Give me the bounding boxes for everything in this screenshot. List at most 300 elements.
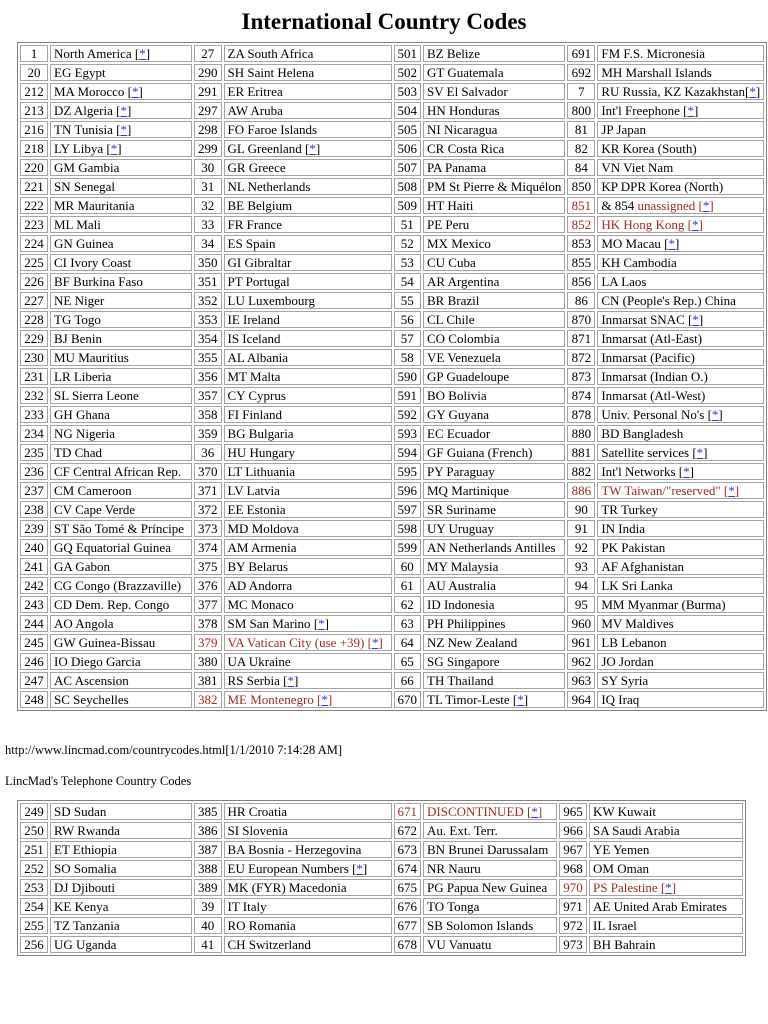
name-cell [224,83,392,100]
name-cell [224,501,392,518]
country-code: 676 [397,899,417,914]
country-name: AW Aruba [227,103,283,118]
country-name: CM Cameroon [54,483,132,498]
country-name: GF Guiana (French) [427,445,533,460]
country-name: VE Venezuela [427,350,501,365]
country-code: 94 [574,578,588,593]
name-cell [50,254,192,271]
code-cell [20,615,48,632]
country-code: 691 [571,46,592,61]
code-cell [20,330,48,347]
code-cell [394,879,422,896]
footnote-link[interactable]: * [668,236,676,251]
country-code: 502 [397,65,417,80]
country-name: AM Armenia [227,540,297,555]
name-cell [423,349,565,366]
code-cell [20,273,48,290]
country-code: 222 [24,198,44,213]
name-cell [224,539,392,556]
code-cell [194,879,222,896]
country-name-flagged: TW Taiwan/"reserved" [601,483,721,498]
name-cell [597,273,764,290]
table-row [20,311,764,328]
name-cell [224,653,392,670]
country-name: CL Chile [427,312,475,327]
country-code: 61 [400,578,414,593]
code-cell [394,140,422,157]
country-code: 39 [201,899,215,914]
footnote-link[interactable]: * [356,861,363,876]
country-name: CF Central African Rep. [54,464,182,479]
country-code: 596 [397,483,417,498]
country-name: GI Gibraltar [227,255,292,270]
table-row [20,444,764,461]
country-code: 871 [571,331,592,346]
code-cell [20,444,48,461]
code-cell [20,311,48,328]
name-cell [597,615,764,632]
country-name: UG Uganda [54,937,117,952]
table-row [20,349,764,366]
code-cell [394,425,422,442]
country-code: 33 [201,217,215,232]
country-code: 213 [24,103,44,118]
country-code: 242 [24,578,44,593]
code-cell [20,102,48,119]
code-cell [194,691,222,708]
name-cell [423,83,565,100]
footnote-bracket-close: ] [126,103,132,118]
country-code: 34 [201,236,215,251]
code-cell [194,520,222,537]
footnote-bracket-close: ] [315,141,321,156]
country-code: 692 [571,65,592,80]
name-cell [224,672,392,689]
footnote-bracket-open: [ [698,198,703,213]
footnote-bracket-open: [ [317,692,322,707]
code-cell [194,140,222,157]
code-cell [394,520,422,537]
country-code: 372 [198,502,218,517]
code-cell [194,197,222,214]
table-row [20,368,764,385]
footnote-bracket-close: ] [709,198,714,213]
country-name: CY Cyprus [227,388,286,403]
country-code: 291 [198,84,218,99]
country-name: BH Bahrain [593,937,656,952]
country-code: 253 [24,880,44,895]
code-cell [567,216,595,233]
country-name: SR Suriname [427,502,496,517]
country-code: 855 [571,255,592,270]
code-cell [194,898,222,915]
country-name: LR Liberia [54,369,112,384]
country-code: 223 [24,217,44,232]
code-cell [394,803,422,820]
country-name: CR Costa Rica [427,141,505,156]
name-cell [50,841,192,858]
code-cell [394,672,422,689]
country-code: 382 [198,692,218,707]
code-cell [20,501,48,518]
country-name: MT Malta [227,369,281,384]
code-cell [194,178,222,195]
table-row [20,822,743,839]
footnote-link[interactable]: * [318,616,325,631]
name-cell [423,596,565,613]
country-name: VN Viet Nam [601,160,674,175]
country-code: 593 [397,426,417,441]
table-row [20,653,764,670]
country-code: 7 [578,84,585,99]
code-cell [559,879,587,896]
country-code: 86 [574,293,588,308]
country-name: IO Diego Garcia [54,654,141,669]
country-name: EU European Numbers [227,861,349,876]
name-cell [597,387,764,404]
name-cell [597,653,764,670]
country-code: 595 [397,464,417,479]
country-name: YE Yemen [593,842,650,857]
code-cell [20,292,48,309]
code-cell [194,292,222,309]
country-code: 93 [574,559,588,574]
country-name-flagged: PS Palestine [593,880,658,895]
code-cell [394,463,422,480]
country-code: 53 [400,255,414,270]
country-name: Inmarsat (Pacific) [601,350,695,365]
country-name: CN (People's Rep.) China [601,293,736,308]
name-cell [423,917,557,934]
country-name: MK (FYR) Macedonia [227,880,347,895]
name-cell [50,273,192,290]
country-code: 378 [198,616,218,631]
country-name: CI Ivory Coast [54,255,132,270]
code-cell [194,273,222,290]
code-cell [20,216,48,233]
table-row [20,917,743,934]
name-cell [597,102,764,119]
name-cell [50,558,192,575]
country-name: AC Ascension [54,673,129,688]
country-name: SL Sierra Leone [54,388,139,403]
name-cell [597,444,764,461]
country-name: NI Nicaragua [427,122,498,137]
country-name: GM Gambia [54,160,120,175]
country-name: MY Malaysia [427,559,499,574]
country-code: 245 [24,635,44,650]
country-name: HU Hungary [227,445,296,460]
footnote-link[interactable]: * [696,445,704,460]
footnote-bracket-open: [ [352,861,357,876]
code-cell [394,216,422,233]
code-cell [194,216,222,233]
code-cell [567,406,595,423]
code-cell [567,577,595,594]
footnote-marker [128,84,143,99]
footnote-marker [688,217,703,232]
country-code: 963 [571,673,592,688]
name-cell [224,235,392,252]
code-cell [559,841,587,858]
name-cell [597,83,764,100]
table-row [20,102,764,119]
country-name: AL Albania [227,350,289,365]
country-code: 509 [397,198,417,213]
country-name: AU Australia [427,578,496,593]
name-cell [597,64,764,81]
code-cell [567,121,595,138]
country-name: Inmarsat (Atl-West) [601,388,706,403]
footnote-marker [106,141,121,156]
country-name: ID Indonesia [427,597,495,612]
country-code: 968 [563,861,583,876]
country-name: SA Saudi Arabia [593,823,680,838]
country-name: KE Kenya [54,899,109,914]
name-cell [50,292,192,309]
name-cell [423,539,565,556]
table-row [20,216,764,233]
footnote-bracket-close: ] [689,464,694,479]
country-name: MD Moldova [227,521,299,536]
country-name: RW Rwanda [54,823,120,838]
footnote-link[interactable]: * [110,141,118,156]
code-cell [567,672,595,689]
country-code: 218 [24,141,44,156]
code-cell [567,520,595,537]
country-name: CH Switzerland [227,937,311,952]
code-cell [567,273,595,290]
name-cell [224,879,392,896]
country-code: 290 [198,65,218,80]
country-code: 590 [397,369,417,384]
table-row [20,520,764,537]
country-code: 872 [571,350,592,365]
country-code: 671 [397,804,417,819]
footnote-link[interactable]: * [120,103,127,118]
country-code: 503 [397,84,417,99]
code-cell [20,841,48,858]
country-code: 235 [24,445,44,460]
code-cell [194,64,222,81]
name-cell [50,803,192,820]
name-cell [597,691,764,708]
code-cell [394,273,422,290]
name-cell [50,45,192,62]
country-name: SC Seychelles [54,692,129,707]
code-cell [20,406,48,423]
table-row [20,501,764,518]
footnote-link[interactable]: * [692,312,699,327]
name-cell [597,330,764,347]
country-name: Univ. Personal No's [601,407,705,422]
country-name: BD Bangladesh [601,426,684,441]
name-cell [423,216,565,233]
country-name: BO Bolivia [427,388,487,403]
footnote-link[interactable]: * [683,464,690,479]
country-code: 508 [397,179,417,194]
name-cell [597,235,764,252]
footnote-bracket-close: ] [117,141,122,156]
country-name: GH Ghana [54,407,110,422]
country-name: BR Brazil [427,293,480,308]
code-cell [20,936,48,953]
name-cell [50,653,192,670]
footnote-bracket-close: ] [693,103,699,118]
footnote-link[interactable]: * [371,635,379,650]
country-code: 370 [198,464,218,479]
country-code: 40 [201,918,215,933]
code-cell [567,254,595,271]
country-code: 249 [24,804,44,819]
footnote-link[interactable]: * [517,692,524,707]
table-row [20,596,764,613]
country-code: 299 [198,141,218,156]
footnote-link[interactable]: * [692,217,699,232]
name-cell [224,803,392,820]
code-cell [567,501,595,518]
footnote-link[interactable]: * [531,804,538,819]
footnote-link[interactable]: * [711,407,719,422]
name-cell [589,860,743,877]
footnote-link[interactable]: * [287,673,294,688]
name-cell [597,558,764,575]
name-cell [50,444,192,461]
table-row [20,292,764,309]
name-cell [423,463,565,480]
country-code: 212 [24,84,44,99]
country-name: Int'l Networks [601,464,676,479]
page-subtitle: LincMad's Telephone Country Codes [5,774,192,788]
code-cell [20,140,48,157]
code-cell [394,102,422,119]
table-row [20,197,764,214]
country-name: MR Mauritania [54,198,135,213]
country-code: 674 [397,861,417,876]
country-code: 255 [24,918,44,933]
country-code: 964 [571,692,592,707]
code-cell [567,615,595,632]
country-code: 672 [397,823,417,838]
code-cell [394,311,422,328]
name-cell [597,159,764,176]
name-cell [224,596,392,613]
country-name: RO Romania [227,918,296,933]
country-code: 967 [563,842,583,857]
country-code: 82 [574,141,588,156]
country-code: 388 [198,861,218,876]
country-name: BZ Belize [427,46,481,61]
code-cell [194,235,222,252]
footnote-link[interactable]: * [749,84,756,99]
name-cell [224,425,392,442]
footnote-link[interactable]: * [321,692,328,707]
country-code: 851 [571,198,592,213]
code-cell [567,235,595,252]
name-cell [50,178,192,195]
country-code: 55 [400,293,414,308]
name-cell [597,463,764,480]
country-name: SO Somalia [54,861,117,876]
footnote-link[interactable]: * [665,880,672,895]
name-cell [50,64,192,81]
footnote-link[interactable]: * [728,483,735,498]
footnote-link[interactable]: * [139,46,146,61]
footnote-marker [724,483,739,498]
name-cell [50,917,192,934]
country-name: Satellite services [601,445,690,460]
table-row [20,879,743,896]
country-name: NG Nigeria [54,426,116,441]
name-cell [597,311,764,328]
name-cell [423,444,565,461]
code-cell [567,368,595,385]
name-cell [589,917,743,934]
country-code: 233 [24,407,44,422]
country-name: FI Finland [227,407,283,422]
footnote-link[interactable]: * [687,103,694,118]
country-name: SH Saint Helena [227,65,315,80]
name-cell [50,879,192,896]
country-code: 599 [397,540,417,555]
country-code: 358 [198,407,218,422]
code-cell [194,672,222,689]
footnote-link[interactable]: * [132,84,139,99]
country-code: 66 [400,673,414,688]
name-cell [597,292,764,309]
code-cell [20,425,48,442]
code-cell [559,860,587,877]
footnote-marker [317,692,332,707]
country-name: DJ Djibouti [54,880,116,895]
footnote-bracket-close: ] [734,483,740,498]
name-cell [224,178,392,195]
country-name: North America [54,46,132,61]
footnote-marker [135,46,150,61]
country-code: 240 [24,540,44,555]
footnote-link[interactable]: * [309,141,316,156]
country-code: 353 [198,312,218,327]
footnote-link[interactable]: * [120,122,127,137]
name-cell [50,102,192,119]
code-cell [20,159,48,176]
table-row [20,463,764,480]
table-row [20,83,764,100]
country-name: KR Korea (South) [601,141,697,156]
country-code: 57 [400,331,414,346]
name-cell [50,197,192,214]
country-name: VU Vanuatu [427,937,492,952]
country-name: CO Colombia [427,331,500,346]
footnote-link[interactable]: * [702,198,710,213]
country-name: SG Singapore [427,654,500,669]
footnote-marker [699,198,714,213]
country-name: BA Bosnia - Herzegovina [227,842,362,857]
name-cell [423,159,565,176]
country-code: 231 [24,369,44,384]
footnote-bracket-close: ] [138,84,143,99]
country-name: PE Peru [427,217,470,232]
name-cell [224,387,392,404]
name-cell [423,273,565,290]
country-code: 248 [24,692,44,707]
name-cell [224,273,392,290]
name-cell [50,501,192,518]
code-cell [194,387,222,404]
code-cell [20,634,48,651]
country-code: 225 [24,255,44,270]
name-cell [597,254,764,271]
